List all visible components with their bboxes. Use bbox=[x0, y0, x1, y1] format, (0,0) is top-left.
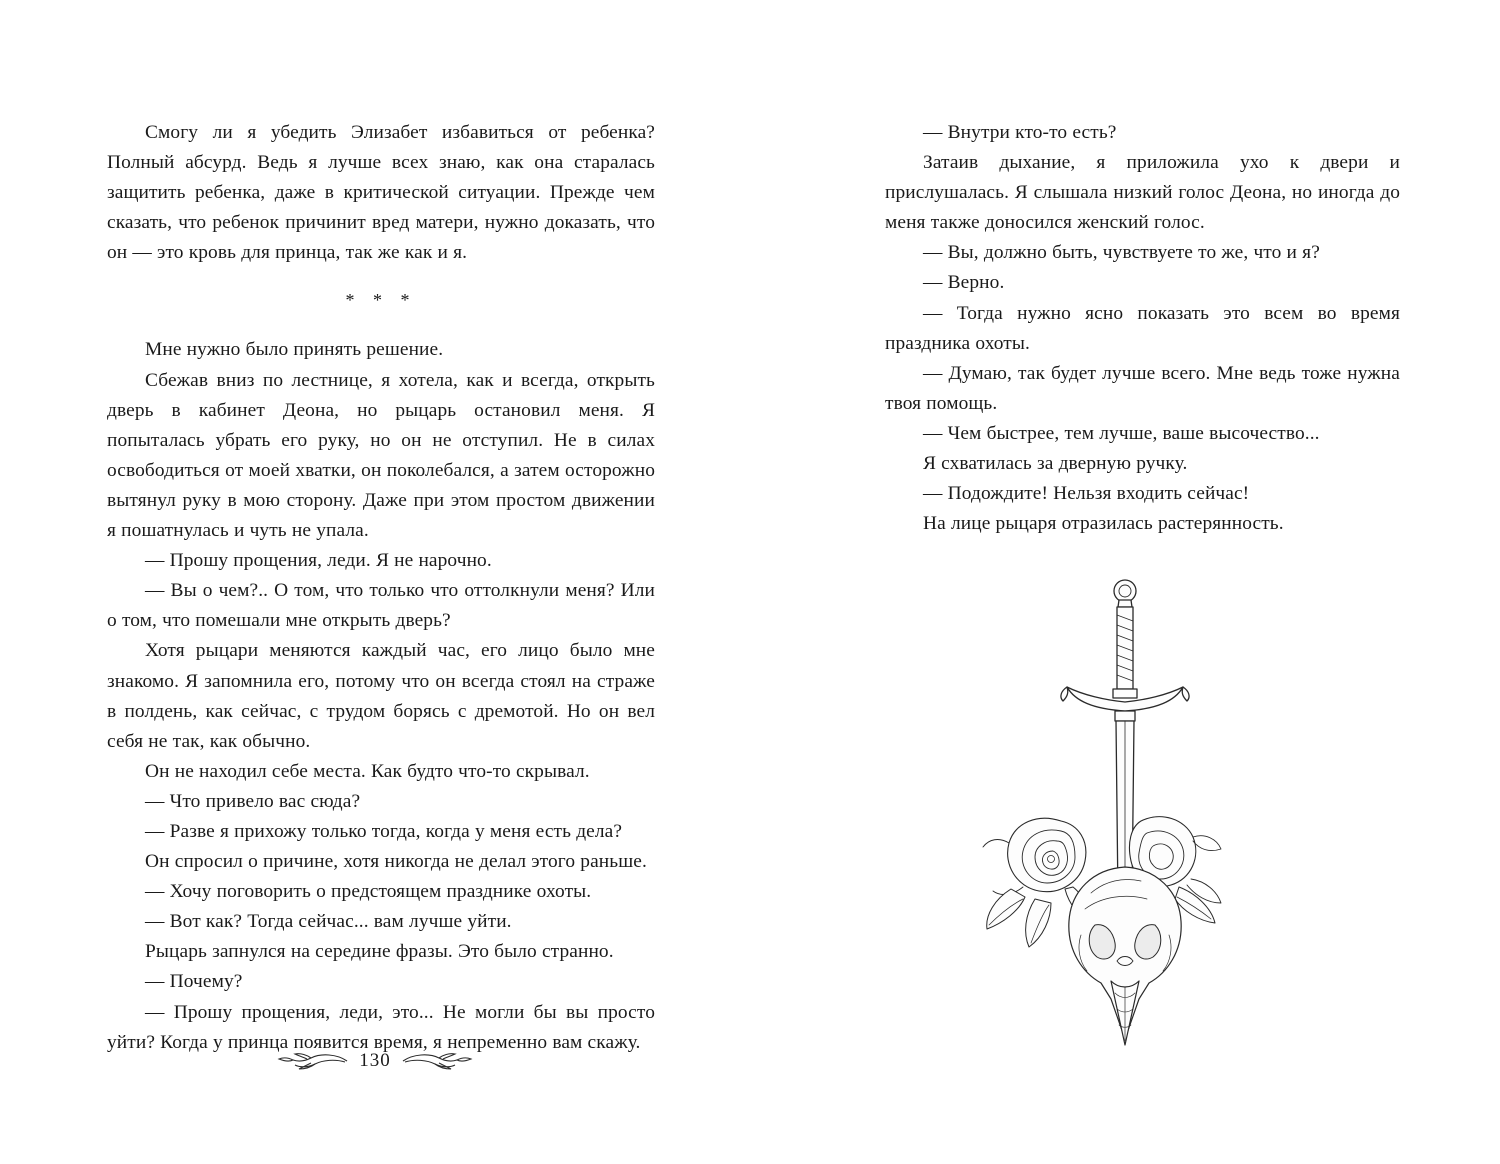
page-number: 130 bbox=[359, 1050, 391, 1071]
paragraph: — Вы, должно быть, чувствуете то же, что и я? bbox=[923, 242, 1320, 264]
paragraph: — Вы о чем?.. О том, что только что оттолкнули меня? Или о том, что помешали мне открыть дверь? bbox=[107, 580, 655, 632]
paragraph: — Тогда нужно ясно показать это всем во время праздника охоты. bbox=[885, 302, 1400, 354]
paragraph: — Думаю, так будет лучше всего. Мне ведь тоже нужна твоя помощь. bbox=[885, 362, 1400, 414]
paragraph: — Почему? bbox=[145, 971, 243, 993]
paragraph: Рыцарь запнулся на середине фразы. Это было странно. bbox=[145, 941, 614, 963]
paragraph: Мне нужно было принять решение. bbox=[145, 339, 444, 361]
paragraph: На лице рыцаря отразилась растерянность. bbox=[923, 513, 1284, 535]
right-ornament-icon bbox=[401, 1050, 473, 1072]
illustration-area bbox=[750, 569, 1500, 1069]
paragraph: — Прошу прощения, леди, это... Не могли бы вы просто уйти? Когда у принца появится время, я непременно вам скажу. bbox=[107, 1001, 655, 1053]
page-footer bbox=[0, 1050, 750, 1072]
paragraph: Сбежав вниз по лестнице, я хотела, как и всегда, открыть дверь в кабинет Деона, но рыцарь остановил меня. Я попыталась убрать его руку, но он не отступил. Не в силах освободиться от моей хватки, он поколебался, а затем осторожно вытянул руку в мою сторону. Даже при этом простом движении я пошатнулась и чуть не упала. bbox=[107, 369, 655, 542]
paragraph: — Подождите! Нельзя входить сейчас! bbox=[923, 483, 1250, 505]
paragraph: — Хочу поговорить о предстоящем празднике охоты. bbox=[145, 881, 592, 903]
paragraph: Он спросил о причине, хотя никогда не делал этого раньше. bbox=[145, 851, 647, 873]
paragraph: Затаив дыхание, я приложила ухо к двери и прислушалась. Я слышала низкий голос Деона, но иногда до меня также доносился женский голос. bbox=[885, 152, 1400, 234]
paragraph: — Верно. bbox=[923, 272, 1005, 294]
left-ornament-icon bbox=[277, 1050, 349, 1072]
scene-break-ornament: * * * bbox=[345, 290, 417, 311]
paragraph: Я схватилась за дверную ручку. bbox=[923, 453, 1188, 475]
paragraph: — Внутри кто-то есть? bbox=[923, 122, 1117, 143]
paragraph: Он не находил себе места. Как будто что-то скрывал. bbox=[145, 760, 590, 782]
paragraph: — Чем быстрее, тем лучше, ваше высочество... bbox=[923, 422, 1320, 444]
sword-roses-skull-illustration bbox=[965, 569, 1285, 1069]
paragraph: — Вот как? Тогда сейчас... вам лучше уйти. bbox=[145, 911, 512, 933]
paragraph: Хотя рыцари меняются каждый час, его лицо было мне знакомо. Я запомнила его, потому что он всегда стоял на страже в полдень, как сейчас, с трудом борясь с дремотой. Но он вел себя не так, как обычно. bbox=[107, 640, 655, 752]
paragraph: — Что привело вас сюда? bbox=[145, 790, 361, 812]
right-page bbox=[750, 0, 1500, 1164]
paragraph: — Разве я прихожу только тогда, когда у меня есть дела? bbox=[145, 820, 623, 842]
paragraph: — Прошу прощения, леди. Я не нарочно. bbox=[145, 550, 492, 572]
paragraph: Смогу ли я убедить Элизабет избавиться от ребенка? Полный абсурд. Ведь я лучше всех знаю, как она старалась защитить ребенка, даже в критической ситуации. Прежде чем сказать, что ребенок причинит вред матери, нужно доказать, что он — это кровь для принца, так же как и я. bbox=[107, 122, 655, 264]
